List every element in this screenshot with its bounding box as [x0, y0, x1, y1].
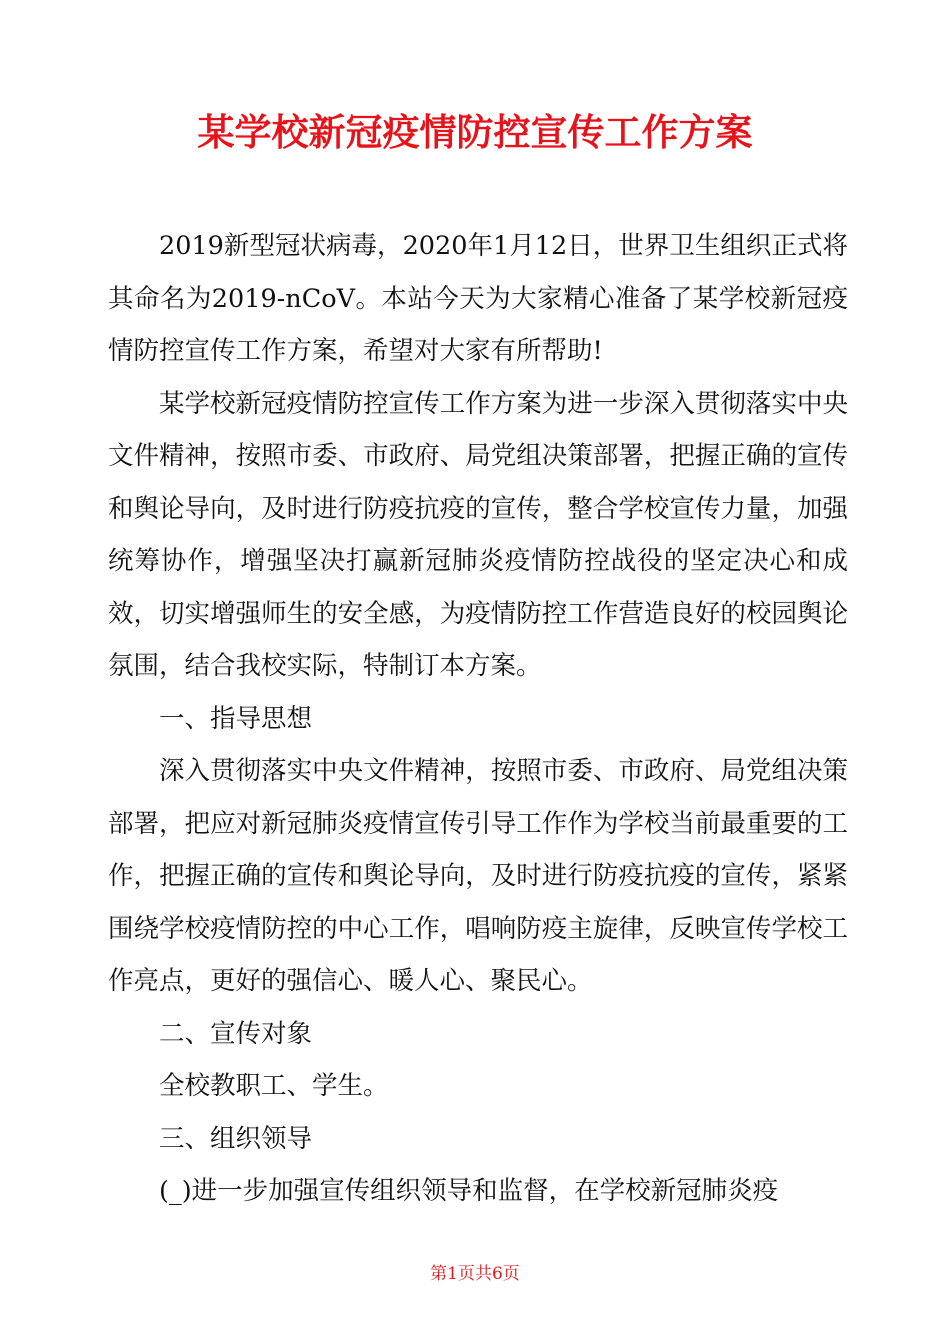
paragraph-intro: 2019新型冠状病毒，2020年1月12日，世界卫生组织正式将其命名为2019-nCoV。本站今天为大家精心准备了某学校新冠疫情防控宣传工作方案，希望对大家有所帮助!: [108, 231, 848, 366]
section-heading-audience: 二、宣传对象: [159, 1018, 313, 1049]
section-heading-organization: 三、组织领导: [159, 1123, 313, 1154]
document-body: [108, 220, 848, 1218]
page-number: 第1页共6页: [430, 1264, 520, 1284]
paragraph-organization: (_)进一步加强宣传组织领导和监督，在学校新冠肺炎疫: [159, 1176, 779, 1206]
paragraph-purpose: 某学校新冠疫情防控宣传工作方案为进一步深入贯彻落实中央文件精神，按照市委、市政府、局党组决策部署，把握正确的宣传和舆论导向，及时进行防疫抗疫的宣传，整合学校宣传力量，加强统筹协作，增强坚决打赢新冠肺炎疫情防控战役的坚定决心和成效，切实增强师生的安全感，为疫情防控工作营造良好的校园舆论氛围，结合我校实际，特制订本方案。: [108, 388, 848, 681]
document-title: 某学校新冠疫情防控宣传工作方案: [197, 111, 753, 154]
section-heading-guiding-thought: 一、指导思想: [159, 703, 313, 734]
paragraph-guiding-thought: 深入贯彻落实中央文件精神，按照市委、市政府、局党组决策部署，把应对新冠肺炎疫情宣传引导工作作为学校当前最重要的工作，把握正确的宣传和舆论导向，及时进行防疫抗疫的宣传，紧紧围绕学校疫情防控的中心工作，唱响防疫主旋律，反映宣传学校工作亮点，更好的强信心、暖人心、聚民心。: [108, 756, 848, 996]
paragraph-audience: 全校教职工、学生。: [159, 1071, 389, 1101]
